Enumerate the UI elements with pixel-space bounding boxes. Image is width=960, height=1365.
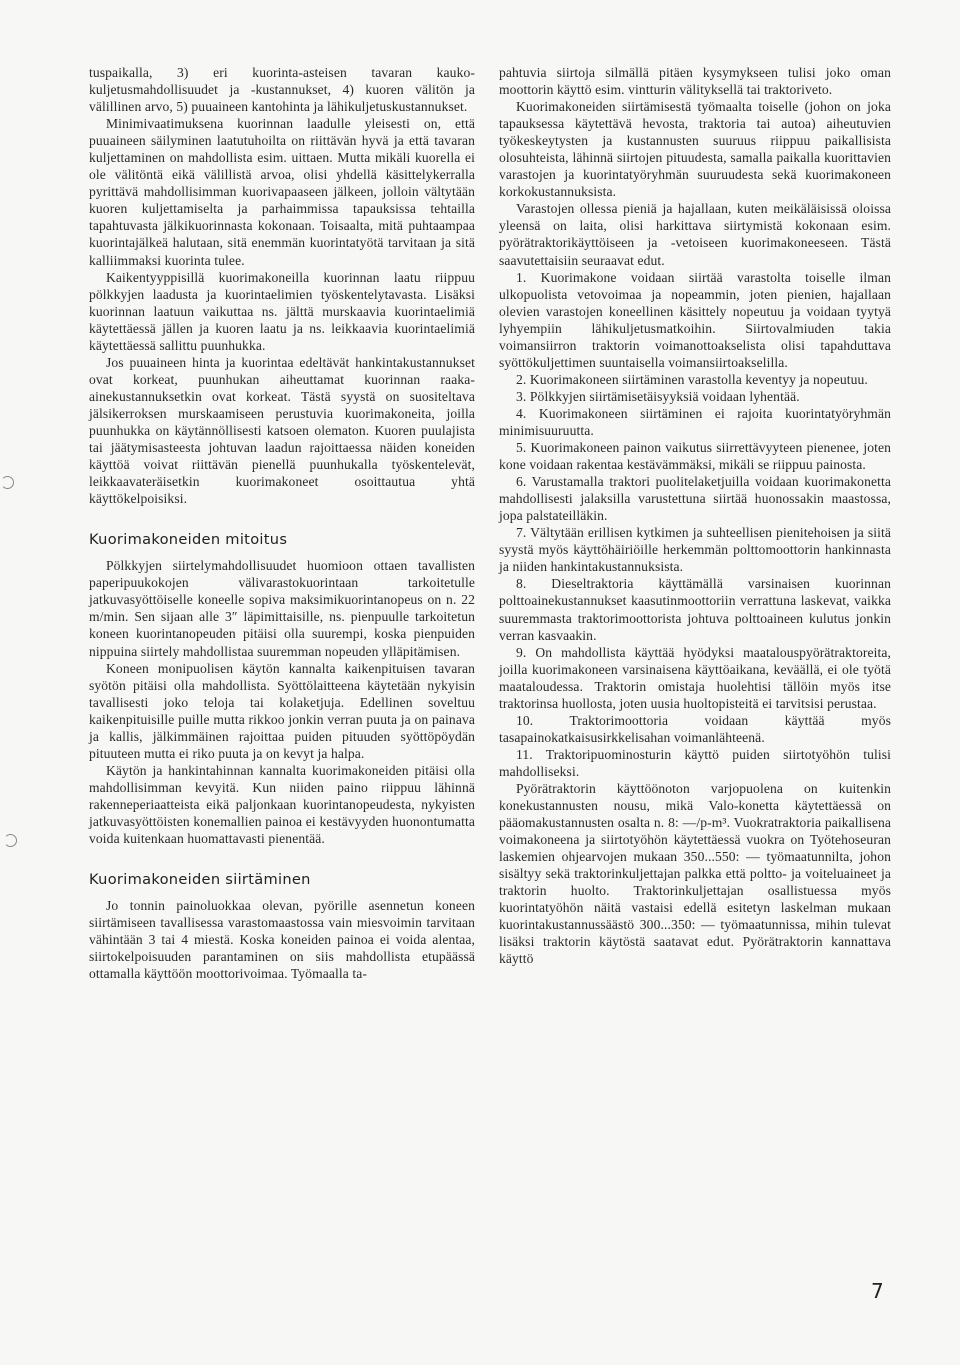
section-heading-moving: Kuorimakoneiden siirtäminen xyxy=(89,871,311,889)
punch-hole-mark xyxy=(4,834,17,847)
paragraph: pahtuvia siirtoja silmällä pitäen kysymykseen tulisi joko oman moottorin käyttö esim. vintturin välityksellä tai traktoriveto. xyxy=(499,65,891,98)
paragraph: Jos puuaineen hinta ja kuorintaa edeltävät hankintakustannukset ovat korkeat, puunhukan aiheuttamat kuorinnan raaka-ainekustannuksetkin ovat korkeat. Tästä syystä on suositeltava jälsikerroksen murskaamiseen perustuvia kuorimakoneita, joilla puunhukka on käytännöllisesti katsoen olematon. Kuoren puulajista tai jäätymisasteesta johtuvan laadun rajoittaessa näiden koneiden käyttöä voivat riittävän pienellä puunhukalla työskentelevät, leikkaavateräisetkin kuorimakoneet osoittautua yhtä käyttökelpoisiksi. xyxy=(89,354,475,507)
paragraph: Varastojen ollessa pieniä ja hajallaan, kuten meikäläisissä oloissa yleensä on laita, olisi harkittava siirtymistä kokonaan esim. pyörätraktorikäyttöiseen ja -vetoiseen kuorimakoneeseen. Tästä saavutettaisiin seuraavat edut. xyxy=(499,201,891,268)
list-item: 8. Dieseltraktoria käyttämällä varsinaisen kuorinnan polttoainekustannukset kaasutinmoottoriin verrattuna laskevat, vaikka suuremmasta traktorimoottorista johtuva polttoaineen kulutus jonkin verran kasvaakin. xyxy=(499,576,891,643)
list-item: 2. Kuorimakoneen siirtäminen varastolla keventyy ja nopeutuu. xyxy=(516,371,868,387)
paragraph: Käytön ja hankintahinnan kannalta kuorimakoneiden pitäisi olla mahdollisimman kevyitä. Kun niiden paino riippuu lähinnä rakenneperiaatteista eikä paljonkaan kuorintanopeudesta, nykyisten jatkuvasyöttöisten konemallien painoa ei kestävyyden huonontumatta voida kuitenkaan huomattavasti pienentää. xyxy=(89,762,475,847)
paragraph: Jo tonnin painoluokkaa olevan, pyörille asennetun koneen siirtämiseen tavallisessa varastomaastossa vain miesvoimin tarvitaan vähintään 3 tai 4 miestä. Koska koneiden painoa ei voida alentaa, siirtokelpoisuuden parantaminen on siis mahdollista etupäässä ottamalla käyttöön moottorivoimaa. Työmaalla ta- xyxy=(89,898,475,982)
list-item: 11. Traktoripuominosturin käyttö puiden siirtotyöhön tulisi mahdolliseksi. xyxy=(499,746,891,779)
punch-hole-mark xyxy=(1,476,14,489)
paragraph: Minimivaatimuksena kuorinnan laadulle yleisesti on, että puuaineen säilyminen laatutuhoilta on riittävän hyvä ja että tavaran kuljettaminen on mahdollista esim. uittaen. Mutta mikäli kuorella ei ole välitöntä eikä välillistä arvoa, olisi yhdellä käsittelykerralla pyrittävä mahdollisimman kuorivapaaseen jälkeen, jolloin vältytään kuoren kuljettamiselta ja parhaimmissa tapauksissa tehtailla tapahtuvasta jälkikuorinnasta kokonaan. Toisaalta, mitä puhtaampaa kuorintajälkeä halutaan, sitä enemmän kuorintatyötä tarvitaan ja sitä kalliimmaksi kuorinta tulee. xyxy=(89,116,475,268)
list-item: 5. Kuorimakoneen painon vaikutus siirrettävyyteen pienenee, joten kone voidaan rakentaa kestävämmäksi, mikäli se riippuu painosta. xyxy=(499,440,891,473)
paragraph: tuspaikalla, 3) eri kuorinta-asteisen tavaran kauko-kuljetusmahdollisuudet ja -kustannukset, 4) kuoren välitön ja välillinen arvo, 5) puuaineen kantohinta ja lähikuljetuskustannukset. xyxy=(89,65,475,115)
list-item: 3. Pölkkyjen siirtämisetäisyyksiä voidaan lyhentää. xyxy=(516,388,800,404)
paragraph: Kuorimakoneiden siirtämisestä työmaalta toiselle (johon on joka tapauksessa käytettävä hevosta, traktoria tai autoa) aiheutuvien työkeskeytysten ja kustannusten suuruus riippuu paikallisista olosuhteista, lähinnä siirtojen pituudesta, samalla paikalla kuorittavien varastojen ja kuorintatyöryhmän suuruudesta sekä kuorimakoneen korkokustannuksista. xyxy=(499,99,891,200)
page-number: 7 xyxy=(871,1279,884,1303)
paragraph: Kaikentyyppisillä kuorimakoneilla kuorinnan laatu riippuu pölkkyjen laadusta ja kuorintaelimien työskentelytavasta. Lisäksi kuorinnan laatuun vaikuttaa ns. jälttä murskaavia kuorintaelimiä käytettäessä jällen ja kuoren laatu ja ns. leikkaavia kuorintaelimiä käytettäessä sallittu puunhukka. xyxy=(89,269,475,353)
left-column xyxy=(89,64,475,982)
paragraph: Pyörätraktorin käyttöönoton varjopuolena on kuitenkin konekustannusten nousu, mikä Valo-konetta käytettäessä on pääomakustannusten osalta n. 8: —/p-m³. Vuokratraktoria paikallisena voimakoneena ja siirtotyöhön käytettäessä vuokra on Työtehoseuran laskemien ohjearvojen mukaan 350...550: — työmaatunnilta, johon sisältyy sekä traktorinkuljettajan palkka että poltto- ja voiteluaineet ja traktorin huolto. Traktorinkuljettajan osallistuessa myös kuorintatyöhön näitä vastaisi edellä esitetyn laskelman mukaan kuorintakustannussäästö 300...350: — työmaatunnissa, mihin tulevat lisäksi traktorin käytöstä saatavat edut. Pyörätraktorin kannattava käyttö xyxy=(499,780,891,967)
list-item: 9. On mahdollista käyttää hyödyksi maatalouspyörätraktoreita, joilla kuorimakoneen varsinaisena käyttöaikana, keväällä, ei ole työtä maataloudessa. Traktorin omistaja huolehtisi tällöin myös itse traktorinsa huollosta, joten uusia huoltopisteitä ei tarvitsisi perustaa. xyxy=(499,644,891,711)
paragraph: Koneen monipuolisen käytön kannalta kaikenpituisen tavaran syötön pitäisi olla mahdollista. Syöttölaitteena käytetään nykyisin tavallisesti joko teloja tai kolaketjuja. Edellinen soveltuu kaikenpituisille puille mutta rikkoo jonkin verran puuta ja on painava ja kallis, jälkimmäinen rajoittaa puiden pituuden syöttöpöydän pituuteen mutta ei riko puuta ja on kevyt ja halpa. xyxy=(89,660,475,761)
paragraph: Pölkkyjen siirtelymahdollisuudet huomioon ottaen tavallisten paperipuukokojen välivarastokuorintaan tarkoitetulle jatkuvasyöttöiselle koneelle sopiva maksimikuorintanopeus on n. 22 m/min. Sen sijaan alle 3″ läpimittaisille, ns. pienpuulle tarkoitetun koneen kuorintanopeuden pitäisi olla suurempi, koska pienpuiden nippuina siirtely mahdollistaa suuremman nopeuden ylläpitämisen. xyxy=(89,558,475,659)
list-item: 6. Varustamalla traktori puolitelaketjuilla voidaan kuorimakonetta mahdollisesti jalaksilla varustettuna siirtää huonossakin maastossa, jopa palstateilläkin. xyxy=(499,474,891,524)
list-item: 7. Vältytään erillisen kytkimen ja suhteellisen pienitehoisen ja siitä syystä myös käyttöhäiriöille herkemmän polttomoottorin hankinnasta ja niiden hankintakustannuksista. xyxy=(499,525,891,575)
section-heading-dimensioning: Kuorimakoneiden mitoitus xyxy=(89,531,288,549)
right-column xyxy=(499,64,891,967)
list-item: 4. Kuorimakoneen siirtäminen ei rajoita kuorintatyöryhmän minimisuuruutta. xyxy=(499,405,891,438)
list-item: 1. Kuorimakone voidaan siirtää varastolta toiselle ilman ulkopuolista vetovoimaa ja nopeammin, joten pienien, hajallaan olevien varastojen koneellinen käsittely nopeutuu ja voidaan tyytyä lyhyempiin lähikuljetusmatkoihin. Siirtovalmiuden takia voimansiirron traktorin voimanottoakselista olisi tapahduttava syöttökuljettimen suuntaisella voimansiirtoakselilla. xyxy=(499,269,891,370)
list-item: 10. Traktorimoottoria voidaan käyttää myös tasapainokatkaisusirkkelisahan voimanlähteenä. xyxy=(499,712,891,745)
